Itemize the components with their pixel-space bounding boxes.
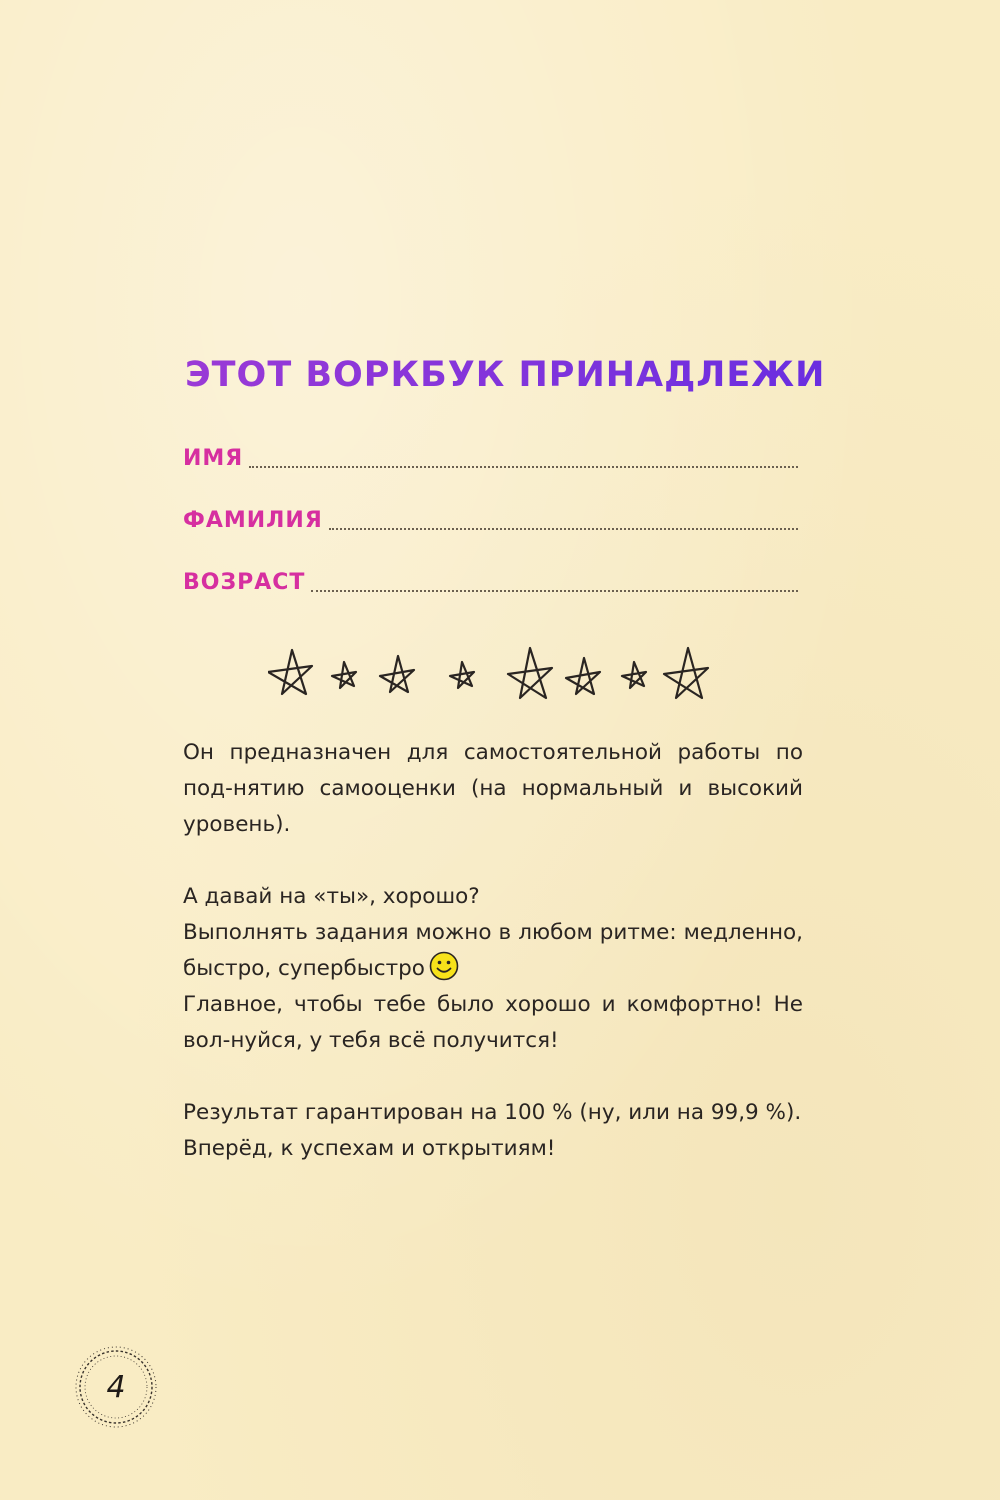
forward-paragraph: Вперёд, к успехам и открытиям!	[183, 1136, 556, 1161]
name-label: ИМЯ	[183, 446, 244, 471]
page-number: 4	[106, 1369, 126, 1405]
star-icon	[622, 662, 646, 688]
star-icon	[380, 656, 414, 692]
name-dotted-line[interactable]	[249, 466, 798, 468]
rhythm-text: Выполнять задания можно в любом ритме: медленно, быстро, супербыстро	[183, 920, 803, 981]
page-number-badge	[72, 1343, 160, 1431]
star-icon	[268, 650, 312, 694]
smiley-icon	[429, 951, 459, 981]
comfort-paragraph: Главное, чтобы тебе было хорошо и комфортно! Не вол-нуйся, у тебя всё получится!	[183, 992, 803, 1053]
star-icon	[508, 648, 552, 698]
result-paragraph: Результат гарантирован на 100 % (ну, или на 99,9 %).	[183, 1100, 802, 1125]
age-label: ВОЗРАСТ	[183, 570, 306, 595]
page-title: ЭТОТ ВОРКБУК ПРИНАДЛЕЖИТ:	[185, 355, 866, 395]
intro-paragraph: Он предназначен для самостоятельной работы по под-нятию самооценки (на нормальный и высокий уровень).	[183, 740, 803, 837]
age-dotted-line[interactable]	[311, 590, 798, 592]
surname-dotted-line[interactable]	[329, 528, 798, 530]
star-icon	[332, 662, 356, 688]
rhythm-paragraph	[183, 915, 803, 987]
surname-field[interactable]	[183, 498, 798, 532]
informal-question: А давай на «ты», хорошо?	[183, 884, 480, 909]
star-icon	[450, 662, 474, 688]
stars-decoration	[268, 640, 718, 710]
star-icon	[566, 658, 600, 694]
body-text	[183, 735, 803, 1167]
surname-label: ФАМИЛИЯ	[183, 508, 323, 533]
star-icon	[664, 648, 708, 698]
age-field[interactable]	[183, 560, 798, 594]
name-field[interactable]	[183, 436, 798, 470]
